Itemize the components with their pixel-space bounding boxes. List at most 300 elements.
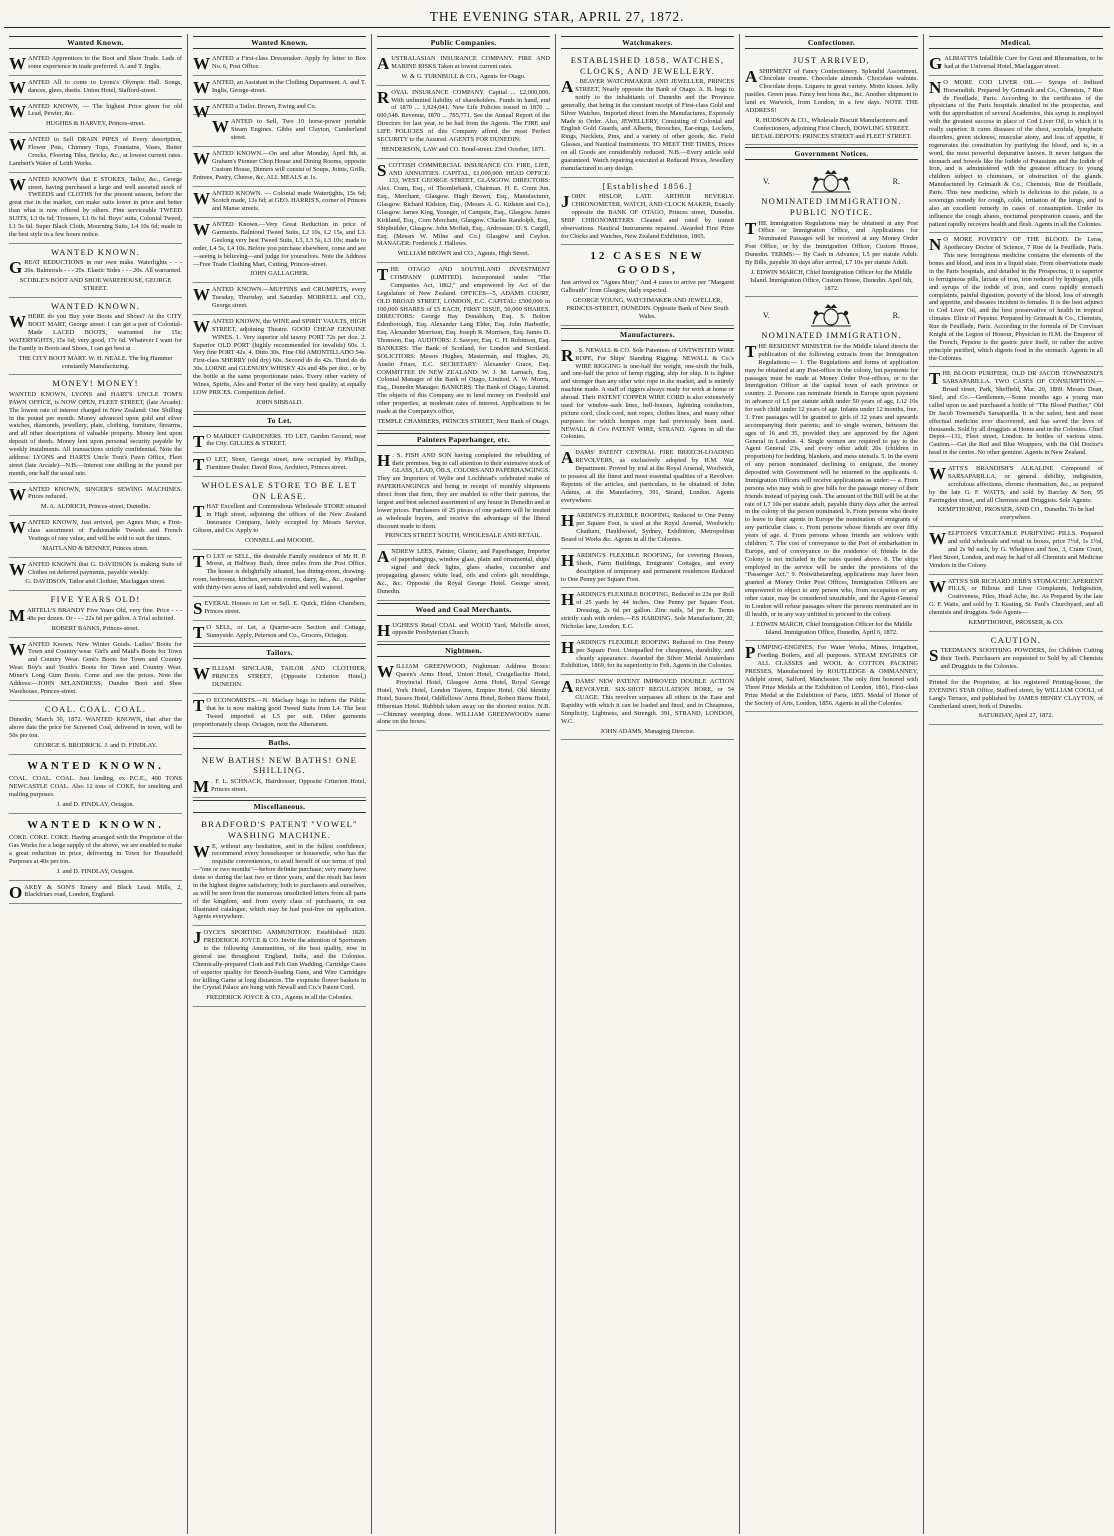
advertisement [377, 660, 550, 731]
drop-initial: W [9, 559, 26, 579]
section-heading: Baths. [193, 736, 366, 749]
ad-body [193, 778, 366, 794]
ad-body [9, 884, 182, 900]
drop-initial: A [561, 77, 574, 97]
drop-initial: W [193, 101, 210, 121]
ad-body [193, 79, 366, 95]
section-heading: To Let. [193, 414, 366, 427]
drop-initial: H [561, 550, 575, 570]
ad-headline: WANTED KNOWN. [50, 300, 141, 311]
drop-initial: T [193, 622, 205, 642]
ad-body [9, 834, 182, 866]
ad-text: . BEAVER WATCHMAKER AND JEWELLER, PRINCES STREET, Nearly opposite the Bank of Otago. A. B. begs to notify to the inhabitants of Dunedin and the Province generally, that being in the constant receipt of First-class Gold and Silver Watches, Imported direct from the Manufactures, Expressly Made to Order. Also, JEWELLERY, Consisting of Colonial and English Gold Guards, and Alberts, Brooches, Ear-rings, Lockets, Rings, Necklets, Pins, and a variety of other goods, &c. Field Glasses, and Nautical Instruments. TO MEET THE TIMES, Prices on all Goods are considerably reduced. N.B.—Every article sold guaranteed. Watch repairing executed at Reduced Prices, Jewellery manufactured to any design. [561, 78, 734, 172]
drop-initial: W [212, 117, 229, 137]
drop-initial: W [9, 312, 26, 332]
drop-initial: R [377, 87, 390, 107]
ad-body [9, 486, 182, 502]
ad-body [929, 79, 1103, 229]
advertisement [193, 597, 366, 621]
advertisement [193, 752, 366, 799]
section-heading: Tailors. [193, 646, 366, 659]
ad-body [929, 647, 1103, 671]
advertisement [561, 675, 734, 740]
ad-body [561, 449, 734, 504]
advertisement [929, 632, 1103, 676]
ad-text: OHN HISLOP, LATE ARTHUR BEVERLY. CHRONOMETER, WATCH, AND CLOCK MAKER, Exactly opposite the BANK OF OTAGO, Princes street, Dunedin. SHIP CHRONOMETERS Cleaned and rated by transit observations. Nautical Instruments repaired. Awarded First Prize for Clocks and Watches, New Zealand Exhibition, 1865. [561, 193, 734, 240]
ad-text: WANTED KNOWN, LYONS and HART'S UNCLE TOM'S PAWN OFFICE, is NOW OPEN, FLEET STREET, (late Arcade). The lowest rate of interest charged in New Zealand: One Shilling in the pound per month. Money advanced upon gold and silver watches, diamonds, jewellery, plate, clothing, furniture, firearms, and all other descriptions of valuable property. Money lent upon deposit of deeds. Money lent upon personal security payable by weekly instalments. All transactions strictly confidential. Note the address: LYONS and HARTS Uncle Tom's Pawn Office, Fleet street (late Arcade)—N.B.—Interest one shilling in the pound per month, one half the usual rate. [9, 390, 182, 477]
crest-row [745, 300, 918, 330]
crest-right: R. [892, 176, 900, 186]
ad-text: O ECONOMISTS.—N. Maclsay begs to inform the Public that he is now making good Tweed Suits from L4. The best Tweed imported at L5 per suit. Other garments proportionately cheap. Octagon, next the Athenæum. [193, 697, 366, 728]
drop-initial: W [193, 841, 210, 861]
ad-body [929, 679, 1103, 711]
ad-text: ILLIAM SINCLAIR, TAILOR AND CLOTHIER, PRINCES STREET, (Opposite Criterion Hotel,) DUNEDIN. [212, 665, 366, 689]
columns-container [4, 34, 1110, 1534]
advertisement [193, 187, 366, 219]
column-5 [740, 34, 924, 1534]
ad-text: O SELL, or Let, a Quarter-acre Section and Cottage, Sunnyside. Apply, Peterson and Co., Grocers, Octagon. [206, 623, 366, 639]
ad-body [929, 236, 1103, 362]
advertisement [745, 52, 918, 145]
advertisement [9, 755, 182, 814]
advertisement [561, 588, 734, 635]
drop-initial: J [561, 192, 570, 212]
ad-headline: WHOLESALE STORE TO BE LET ON LEASE. [201, 480, 358, 501]
ad-text: Printed for the Proprietor, at his registered Printing-house, the EVENING STAR Office, Stafford street, by WILLIAM COOLI, of Lang's Terrace, and published by JAMES HENRY CLAYTON, of Cumberland street, both of Dunedin. [929, 678, 1103, 710]
drop-initial: P [745, 643, 756, 663]
ad-headline: NOMINATED IMMIGRATION. [761, 330, 902, 341]
ad-body [9, 775, 182, 799]
drop-initial: O [9, 882, 23, 902]
ad-body [9, 641, 182, 696]
ad-headline: NEW BATHS! NEW BATHS! ONE SHILLING. [201, 754, 358, 776]
royal-crest-icon [807, 168, 855, 194]
section-heading: Medical. [929, 36, 1103, 49]
drop-initial: T [929, 369, 941, 389]
ad-signature: GEORGE YOUNG, WATCHMAKER AND JEWELLER, PRINCES-STREET, DUNEDIN. Opposite Bank of New South Wales. [566, 297, 729, 320]
drop-initial: W [929, 576, 946, 596]
drop-initial: T [193, 455, 205, 475]
ad-text: COAL. COAL. COAL. Just landing, ex P.C.E., 400 TONS NEWCASTLE COAL. Also 12 tons of COKE, for smelting and malting purposes. [9, 775, 182, 798]
ad-body [561, 512, 734, 544]
ad-body [377, 266, 550, 416]
advertisement [377, 545, 550, 600]
section-heading: Watchmakers. [561, 36, 734, 49]
ad-text: HAT Excellent and Commodious Wholesale STORE situated in High street, adjoining the offices of the New Zealand Insurance Company, lately occupied by Messrs Service, Gibson, and Co. Apply to [193, 503, 366, 534]
advertisement [745, 163, 918, 297]
advertisement [561, 636, 734, 676]
drop-initial: A [561, 448, 574, 468]
ad-body [193, 55, 366, 71]
ad-body [561, 193, 734, 240]
section-heading: Confectioner. [745, 36, 918, 49]
ad-body [745, 220, 918, 267]
advertisement [193, 76, 366, 100]
ad-headline: COAL. COAL. COAL. [44, 703, 147, 714]
ad-body [9, 79, 182, 95]
ad-body [377, 55, 550, 71]
advertisement [9, 881, 182, 905]
advertisement [193, 315, 366, 412]
ad-text: COKE. COKE. COKE. Having arranged with the Proprietor of the Gas Works for a large supply of the above, we are enabled to make a great reduction in price, delivering in Town for Household Purposes at 40s per ton. [9, 834, 182, 865]
ad-body [9, 136, 182, 168]
ad-text: ANTED KNOWN. — Colonial made Watertights, 15s 6d; Scotch made, 13s 6d; at GEO. HARRIS'S, corner of Princes and Manse streets. [212, 189, 366, 213]
drop-initial: H [377, 450, 391, 470]
advertisement [929, 233, 1103, 367]
drop-initial: W [193, 188, 210, 208]
crest-right: R. [892, 310, 900, 320]
advertisement [377, 619, 550, 643]
drop-initial: A [377, 547, 390, 567]
ad-signature: SCOBLE'S BOOT AND SHOE WAREHOUSE, GEORGE STREET. [19, 276, 172, 292]
section-heading: Manufacturers. [561, 328, 734, 341]
advertisement [193, 816, 366, 926]
ad-text: UMPING-ENGINES. For Water Works, Mines, Irrigation, Feeding Boilers, and all purposes. STEAM ENGINES OF ALL CLASSES and WOOL & COTTON PACKING PRESSES, Manufactured by ROUTLEDGE & OMMANNEY, Adelphi street, Salford, Manchester. The only firm honored with Three Prize Medals at the Exhibition of London, 1861, First-class Prize Medal at the Exhibition of Paris, 1855. Medal of Honor of the Society of Arts, London, 1856. Agents in all the Colonies. [745, 644, 918, 707]
ad-text: USTRALASIAN INSURANCE COMPANY. FIRE AND MARINE RISKS Taken at lowest current rates. [391, 55, 550, 70]
drop-initial: J [193, 928, 202, 948]
ad-body [193, 455, 366, 475]
advertisement [9, 638, 182, 701]
drop-initial: H [561, 637, 575, 657]
advertisement [9, 133, 182, 173]
advertisement [193, 115, 366, 147]
advertisement [377, 449, 550, 546]
ad-headline: [Established 1856.] [602, 180, 693, 191]
ad-text: ANTED to Sell DRAIN PIPES of Every description, Flower Pots, Chimney Tops, Fountains, Vases, Butter Crocks, Flooring Tiles, Bricks, &c., at lowest current rates. Lambert's Water of Leith Works. [9, 136, 182, 167]
advertisement [193, 100, 366, 121]
ad-body [9, 391, 182, 478]
crest-left: V. [763, 176, 770, 186]
ad-text: ILLIAM GREENWOOD, Nightman. Address Boxes: Queen's Arms Hotel, Union Hotel, Craigellachie Hotel, Provincial Hotel, Glasgow Arms Hotel, Royal George Hotel, York Hotel, London Tavern, Empire Hotel, Old Identity Hotel, Sussex Hotel, Oddfellows' Arms Hotel, Robert Burns Hotel, Hibernian Hotel. Rubbish taken away on the shortest notice. N.B.—Chimney sweeping done. WILLIAM GREENWOOD's name alone on the boxes. [377, 663, 550, 726]
ad-body [561, 78, 734, 173]
advertisement [193, 283, 366, 315]
advertisement [193, 550, 366, 597]
advertisement [193, 694, 366, 734]
ad-headline: JUST ARRIVED, [792, 55, 871, 65]
ad-signature: R. HUDSON & CO., Wholesale Biscuit Manufacturers and Confectioners, adjoining First Church, DOWLING STREET. RETAIL DEPOTS: PRINCES STREET and FLEET STREET. [751, 116, 912, 140]
ad-body [929, 465, 1103, 504]
ad-signature: WILLIAM BROWN and CO., Agents, High Street. [397, 250, 530, 258]
ad-body [193, 190, 366, 214]
ad-text: . F. L. SCHNACK, Hairdresser, Opposite Criterion Hotel, Princes street. [211, 777, 366, 793]
advertisement [377, 52, 550, 86]
ad-text: ARDING'S FLEXIBLE ROOFING, Reduced to 23s per Roll of 25 yards by 44 inches. One Penny per Square Foot. Dressing, 2s 6d per gallon. Zinc nails, 5d per lb. Terms strictly cash with orders.—ES HARDING. Sole Manufacturer, 20, Nicholas lane, London. E.C. [561, 591, 734, 630]
ad-text: ANTED a First-class Dressmaker. Apply by letter to Box No. 6, Post Office. [212, 55, 366, 70]
ad-body [929, 578, 1103, 617]
ad-body [193, 433, 366, 449]
ad-signature: KEMPTHORNE, PROSSER, AND CO., Dunedin. To be had everywhere. [937, 506, 1095, 522]
advertisement [561, 344, 734, 447]
section-heading: Wood and Coal Merchants. [377, 603, 550, 616]
drop-initial: W [9, 135, 26, 155]
ad-text: ANTED KNOWN that G. DAVIDSON is making Suits of Clothes on deferred payments, payable weekly. [28, 560, 182, 576]
advertisement [193, 147, 366, 187]
ad-text: EVERAL Houses to Let or Sell. E. Quick, Eldon Chambers, Princes street. [204, 599, 366, 615]
section-heading: Painters Paperhanger, etc. [377, 433, 550, 446]
column-4 [556, 34, 740, 1534]
ad-signature: HENDERSON, LAW and CO. Bond-street. 23rd October, 1871. [381, 145, 546, 153]
ad-body [9, 716, 182, 740]
advertisement [193, 453, 366, 477]
ad-signature: JOHN ADAMS, Managing Director. [600, 727, 695, 735]
ad-body [193, 101, 366, 121]
section-heading: Government Notices. [745, 147, 918, 160]
ad-body [929, 530, 1103, 569]
ad-text: ANTED KNOWN.—MUFFINS and CRUMPETS, every Tuesday, Thursday, and Saturday. MORRELL and CO., George street. [212, 286, 366, 309]
ad-text: OYCE'S SPORTING AMMUNITION. Established 1820. FREDERICK JOYCE & CO. Invite the attention of Sportsmen to the following Ammunition, of the best quality, now in general use throughout England, India, and the Colonies. Chemically-prepared Cloth and Felt Gun Wadding, Cartridge Cases of superior quality for Breech-loading Guns, and Wire Cartridges for killing Game at long distances. The exquisite flower baskets in the Crystal Palace are hung with Newall and Co.'s Patent Cord. [193, 929, 366, 992]
drop-initial: W [9, 484, 26, 504]
ad-signature: J. and D. FINDLAY, Octagon. [56, 800, 135, 808]
advertisement [561, 52, 734, 178]
drop-initial: S [193, 598, 203, 618]
ad-text: O MORE POVERTY OF THE BLOOD. Dr Leras, Apothecary Doctor of Science, 7 Rue de la Feuillade, Paris. This new ferruginous medicine contains the elements of the bones and blood, and iron in a liquid state. From observations made in the Paris hospitals, and detailed in the Prospectus, it is superior to ferruginous pills, lactate of iron, iron reduced by hydrogen, pills and syrups of the iodide of iron, and cures rapidly stomach complaints, painful digestion, poverty of the blood, loss of strength and appetite, and diseases incident to females. It is the best adjunct to Cod Liver Oil, and the best preservative of health in tropical climates. Elixir of Pepsine. Prepared by Grimault & Co., Chemists, Rue de Feuillade, Paris. According to the formula of Dr Corvisart Knight of the Legion of Honour, Physician to H.M. the Emperor of the French, Pepsine is the gastric juice itself, or rather the active principle purified, which digests food in the stomach. Agents in all the Colonies. [929, 236, 1103, 362]
ad-body [193, 843, 366, 922]
ad-signature: MAITLAND & BENNET, Princes street. [42, 544, 149, 552]
ad-text: ARDING'S FLEXIBLE ROOFING, for covering Houses, Sheds, Farm Buildings, Emigrants' Cottages, and every description of temporary and permanent residences Reduced to One Penny per Square Foot. [561, 551, 734, 583]
ad-text: ANTED KNOWN, — The highest Price given for old Lead, Pewter, &c. [28, 102, 182, 118]
drop-initial: A [745, 66, 758, 86]
ad-text: ANTED Known.—Very Great Reduction in price of Garments. Balmoral Tweed Suits, L2 10s, L2 15s, and L3. Geelong very best Tweed Suits, L3, L3 5s, L3 10s; made to order, L4 5s, L4 10s. Before you purchase elsewhere, come and see—seeing is believing—and judge for yourselves. Note the Address—Free Trade Clothing Mart, Cutting, Princes-street. [193, 221, 366, 268]
ad-body [561, 552, 734, 584]
ad-body [377, 548, 550, 595]
ad-text: ANTED a Tailor. Brown, Ewing and Co. [212, 102, 317, 110]
ad-signature: SATURDAY, April 27, 1872. [978, 712, 1054, 720]
ad-body [929, 370, 1103, 457]
advertisement [745, 641, 918, 712]
section-heading: Wanted Known. [193, 36, 366, 49]
ad-text: HE OTAGO AND SOUTHLAND INVESTMENT COMPANY (LIMITED). Incorporated under "The Companies Act, 1862," and empowered by Act of the Legislature of New Zealand. OFFICES—5, ADAMS COURT, OLD BROAD STREET, LONDON, E.C. CAPITAL: £500,000 in 100,000 SHARES of £5 EACH, FIRST ISSUE, 50,000 SHARES. DIRECTORS: George Hay Donaldson, Esq. S. Bolton Edenborough, Esq. Alexander Lang Elder, Esq. John Harbottle, Esq. Alexander Morrison, Esq. Joseph R. Morrison, Esq. James D. Thomson, Esq. AUDITORS: J. Sawyer, Esq. C. H. Robinson, Esq. BANKERS: The Bank of Scotland, for London and Scotland. SOLICITORS: Messrs Hughes, Masterman, and Hughes, 26, Austin Friars, E.C. SECRETARY: Alexander Grace, Esq. COMMITTEE IN NEW ZEALAND: W. J. M. Larnach, Esq., Colonial Manager of the Bank of Otago, Limited. A. W. Morris, Esq., Dunedin Manager. BANKERS: The Bank of Otago, Limited. The objects of this Company are to lend money on Freehold and other properties, at moderate rates of interest. Applications to be made at the Company's office, [377, 266, 550, 415]
advertisement [9, 52, 182, 76]
ad-text: ANTED, an Assistant in the Clothing Department. A. and T. Inglis, George-street. [212, 78, 366, 94]
drop-initial: A [377, 54, 390, 73]
ad-text: ANTED KNOWN that E STOKES, Tailor, &c., George street, having purchased a large and well assorted stock of TWEEDS and CLOTHS for the present season, before the great rise in the market, can make suits lower in price and better than what is now offered by others. Fine serviceable TWEED SUITS, L3 0s 6d; Trousers, L1 0s 6d. Boys' suits, Colonial Tweed, L1 5s 6d. Super Black Cloth, Mourning Suits, L4 10s 6d; made in the best style in a few hours notice. [9, 175, 182, 238]
drop-initial: W [193, 77, 210, 97]
ad-headline: NOMINATED IMMIGRATION. PUBLIC NOTICE. [761, 196, 902, 217]
ad-text: ANTED KNOWN.—On and after Monday, April 8th, at Graham's Pioneer Chop House and Dining Rooms, opposite Custom House, Dinners will consist of Soups, Joints, Grills, Entrees, Pastry, Cheese, &c. ALL MEALS at 1s. [193, 150, 366, 181]
ad-body [193, 221, 366, 268]
ad-body [9, 55, 182, 71]
advertisement [929, 462, 1103, 527]
drop-initial: W [193, 664, 210, 684]
ad-body [193, 553, 366, 592]
advertisement [929, 76, 1103, 234]
drop-initial: W [9, 639, 26, 659]
drop-initial: T [193, 502, 205, 522]
ad-body [193, 624, 366, 640]
ad-text: O LET, Store, George street, now occupied by Phillips, Furniture Dealer. David Ross, Architect, Princes street. [206, 456, 366, 472]
ad-display-line: WANTED KNOWN. [27, 759, 164, 772]
ad-text: COTTISH COMMERCIAL INSURANCE CO. FIRE, LIFE, AND ANNUITIES. CAPITAL, £1,000,000. HEAD OFFICE: 133, WEST GEORGE STREET, GLASGOW. DIRECTORS: Alex. Cram, Esq., of Thornliebank, Chairman. H. E. Crum Jun. Esq., Merchant, Glasgow. Hugh Brown, Esq., Manufacturer, Glasgow. Richard Kidston, Esq., (Messrs A. G. Kidston and Co.), Glasgow. James King, Younger, of Campsie, Esq., Glasgow. James Kirkland, Esq., Corn Merchant, Glasgow. Charles Randolph, Esq., Shipbuilder, Glasgow. John Moffatt, Esq., Ardrossan. D. S. Cargill, Esq. (Messrs W. Milne and Co.) Glasgow and Ceylon. MANAGER: Frederick J. Hallows. [377, 161, 550, 248]
ad-text: DAMS' PATENT CENTRAL FIRE BREECH-LOADING REVOLVERS, as exclusively adopted by H.M. War Department. Proved by trial at the Royal Arsenal, Woolwich, to possess all the finest and most essential qualities of a Revolver. Reprints of the articles, and particulars, to be obtained of John Adams, at the Manufactory, 391, Strand, London. Agents everywhere. [561, 449, 734, 504]
ad-signature: KEMPTHORNE, PROSSER, & CO. [968, 618, 1064, 626]
drop-initial: A [561, 677, 574, 697]
ad-signature: W. & G. TURNBULL & CO., Agents for Otago. [401, 72, 526, 80]
royal-crest-icon [807, 302, 855, 328]
advertisement [377, 159, 550, 264]
drop-initial: T [193, 551, 205, 571]
ad-signature: TEMPLE CHAMBERS, PRINCES STREET, Next Bank of Otago. [377, 417, 550, 425]
ad-headline: ESTABLISHED 1858. WATCHES, CLOCKS, AND JEWELLERY. [570, 55, 725, 76]
drop-initial: W [929, 464, 946, 483]
ad-text: E, without any hesitation, and in the fullest confidence, recommend every housekeeper or housewife, who has the requisite conveniences, to avail herself of our terms of trial—"one or two months"—before definite purchase; very many have done so during the last two or three years, and the result has been in the highest degree satisfactory, both to purchasers and ourselves, as will be seen from the numerous unsolicited letters from all parts of the kingdom, and from every class of purchasers, in our illustrated catalogue, which may be had post-free on application. Agents everywhere. [193, 842, 366, 921]
ad-text: ARDING'S FLEXIBLE ROOFING, Reduced to One Penny per Square Foot, is used at the Royal Arsenal, Woolwich; Chatham, Hauldwood, Sydney, Exhibition, Metropolitan Board of Works &c. Agents in all the Colonies. [561, 512, 734, 544]
advertisement [193, 52, 366, 76]
advertisement [9, 298, 182, 376]
section-heading: Nightmen. [377, 644, 550, 657]
drop-initial: S [377, 160, 387, 180]
ad-text: HE Immigration Regulations may be obtained at any Post Office or Immigration Office, and Applications for Nominated Passages will be received at any Money Order Post Office, or by the Immigration Officer, Custom House, Dunedin. TERMS:— By Cash in Advance, L5 per statute Adult. By Bills, payable 30 days after arrival, L7 10s per statute Adult. [745, 219, 918, 266]
advertisement [929, 52, 1103, 76]
ad-text: TEEDMAN'S SOOTHING POWDERS, for Children Cutting their Teeth. Purchasers are requested to Sold by all Chemists and Druggists in the Colonies. [940, 647, 1103, 671]
ad-text: ALBIATTI'S Infallible Cure for Gout and Rheumatism, to be had at the Universal Hotel, Maclaggan street. [944, 55, 1103, 70]
ad-text: OYAL INSURANCE COMPANY. Capital ... £2,000,000. With unlimited liability of shareholders. Funds in hand, end of 1870 ... 1,924,041. New Life Policies issued in 1870 ... 600,548. Revenue, 1870 ... 785,771. See the Annual Report of the Directors for last year, to be had from the Agents. The FIRE and LIFE POLICIES of this Company afford the most Perfect SECURITY to the Assured. AGENTS FOR DUNEDIN: [377, 88, 550, 143]
ad-body [561, 347, 734, 442]
advertisement [377, 86, 550, 159]
ad-body [9, 519, 182, 543]
ad-text: Just arrived ex "Agnes Muir," And 4 cases to arrive per "Margaret Galbraith" from Glasgow, daily expected. [561, 279, 734, 295]
advertisement [929, 575, 1103, 632]
drop-initial: G [929, 54, 943, 73]
ad-text: HE BLOOD PURIFIER, OLD DR JACOB TOWNSEND'S SARSAPARILLA. TWO CASES OF CONSUMPTION.—Broad street, Park, Sheffield, Mar. 20, 1869. Messrs Dean, Steel, and Co.—Gentlemen,—Some months ago a young man called upon us and purchased a bottle of "The Blood Purifier," Old Dr Jacob Townsend's Sarsaparilla. It is the safest, best and most effectual medicine ever discovered, and has saved the lives of thousands. Sold by all druggists at Home and in the Colonies. Chief Depot—131, Fleet street, London. In bottles of various sizes. Caution.—Get the Red and Blue Wrappers, with the Old Doctor's head in the centre. No other genuine. Agents in New Zealand. [929, 370, 1103, 457]
drop-initial: T [745, 342, 757, 361]
ad-text: O MORE COD LIVER OIL.— Syrups of Iodized Horseradish. Prepared by Grimault and Co., Chemists, 7 Rue de Feuillade, Paris. According to the certificates of the physicians of the Paris hospitals detailed in the prospectus, and with the approbation of several Academies, this syrup is employed with the greatest success in place of Cod Liver Oil, to which it is really superior. It cures diseases of the chest, scrofula, lymphatic disorders, green sickness, muscular atony, and loss of appetite, it regenerates the constitution by purifying the blood, and is, in a word, the most powerful depurative known. It never fatigues the stomach and bowels like the Iodide of Potassium and the Iodide of Iron, and is administered with the greatest efficacy to young children subject to chumours, or obstruction of the glands. Manufactured by Grimault & Co., Chemists, Rue de Feuillade, Paris. This new medicine, which is delicious to the palate, is a sovereign remedy for cough, colds, irritation of the lungs, and is also an excellent remedy in cases of consumption. Under its influence the cough abates, nocturnal perspiration ceases, and the patient rapidly recovers health and flesh. Agents in all the Colonies. [929, 78, 1103, 228]
advertisement [561, 509, 734, 549]
ad-text: ANTED Apprentices to the Boot and Shoe Trade. Lads of some experience in trade preferred. A. and T. Inglis. [28, 55, 182, 70]
advertisement [193, 430, 366, 454]
ad-text: ANTED KNOWN, the WINE and SPIRIT VAULTS, HIGH STREET, adjoining Theatre. GOOD CHEAP GENUINE WINES. 1. Very superior old tawny PORT 72s per doz. 2. Superior OLD PORT (highly recommended for invalids) 60s. 3. Very fine PORT 42s. 4. Ditto 30s. Fine Old AMONTILLADO 54s. First-class SHERRY (old dry) 60s. Second do do 42s. Third do do 30s. LORNE and GLENURY WHISKY 42s and 48s per doz., or by the bottle at the same proportionate rates. Every other variety of Wines, Spirits, Ales and Porter of the very best quality, at equally LOW PRICES. Competition defied. [193, 317, 367, 396]
masthead-title: THE EVENING STAR, APRIL 27, 1872. [429, 8, 685, 24]
advertisement [561, 549, 734, 589]
ad-body [193, 600, 366, 616]
ad-body [193, 286, 366, 310]
ad-text: NDREW LEES, Painter, Glazier, and Paperhanger, Importer of paperhangings, window glass, plain and ornamental, ships' signal and deck lights, glass shades, cucumber and propagating glasses; white lead, oils and colors gilt mouldings, &c., &c. Opposite the Royal George Hotel. George street, Dunedin. [377, 548, 550, 595]
drop-initial: W [193, 149, 210, 168]
ad-body [561, 591, 734, 630]
advertisement [9, 591, 182, 637]
drop-initial: W [9, 518, 26, 538]
ad-text: . S. FISH AND SON having completed the rebuilding of their premises, beg to call attention to their extensive stock of GLASS, LEAD, OILS, COLORS AND PAPERHANGINGS. They are Importers of Wylie and Lochhead's celebrated make of PAPERHANGINGS and being in receipt of monthly shipments direct from that firm, they are enabled to offer their patrons, the largest and best selected assortment of any house in Dunedin and at lower prices. Purchasers of 25 pieces of one pattern will be treated as wholesale buyers, and receive the advantage of the liberal discount made to them. [377, 451, 550, 530]
drop-initial: W [193, 316, 210, 336]
drop-initial: W [929, 529, 946, 549]
ad-body [561, 678, 734, 725]
drop-initial: R [561, 345, 574, 365]
ad-body [377, 622, 550, 638]
advertisement [193, 218, 366, 283]
ad-signature: J. and D. FINDLAY, Octagon. [56, 867, 135, 875]
ad-body [377, 89, 550, 144]
advertisement [193, 621, 366, 645]
ad-text: . S. NEWALL & CO. Sole Patentees of UNTWISTED WIRE ROPE, For Ships' Standing Rigging. NEWALL & Co.'s WIRE RIGGING is one-half the weight, one-sixth the bulk, and one-half the price of hemp rigging, ship for ship. It is lighter and stronger than any other wire rope in the market, and is entirely machine made. A staff of riggers always ready for work at home or abroad. Their PATENT COPPER WIRE CORD is also extensively used for window-sash lines, bell-houses, lightning conductors, picture cord, clock cord, tent ropes, clothes lines, and many other purposes for which hempen rope had previously been used. NEWALL & Co's PATENT WIRE, STRAND. Agents in all the Colonies. [561, 346, 734, 441]
drop-initial: T [377, 265, 389, 285]
drop-initial: M [9, 605, 26, 625]
ad-signature: M. A. ALDRICH, Princes-street, Dunedin. [40, 503, 151, 511]
ad-body [9, 313, 182, 352]
ad-text: ATTS'S BRANDISH'S ALKALINE Compound of SARSAPARILLA, or general debility, indigestion, scrofulous affections, chronic rheumatism, &c., as prepared by the late G. F. WATTS, and sold by Barclay & Son, 95 Farringdon street, and all Chemists and Druggists. Sole Agents: [929, 465, 1103, 504]
ad-text: Dunedin, March 30, 1872. WANTED KNOWN, that after the above date the price for Screened Coal, delivered in town, will be 50s per ton. [9, 716, 182, 739]
ad-body [193, 697, 366, 729]
advertisement [9, 814, 182, 881]
drop-initial: W [377, 662, 394, 682]
ad-body [745, 644, 918, 707]
ad-body [745, 68, 918, 115]
drop-initial: T [193, 696, 205, 715]
drop-initial: N [929, 235, 942, 255]
advertisement [929, 367, 1103, 462]
drop-initial: H [377, 620, 391, 640]
ad-text: O MARKET GARDENERS. TO LET, Garden Ground, near the City. GILLIES & STREET. [206, 432, 366, 448]
drop-initial: T [745, 218, 757, 238]
ad-text: ANTED KNOWN, SINGER'S SEWING MACHINES. Prices reduced. [28, 485, 182, 501]
ad-signature: JOHN SIBBALD. [256, 398, 303, 406]
drop-initial: W [9, 174, 26, 194]
crest-left: V. [763, 310, 770, 320]
column-3 [372, 34, 556, 1534]
ad-text: AKEY & SON'S Emery and Black Lead. Mills, 2, Blackfriars road, London, England. [24, 883, 182, 899]
section-heading: Wanted Known. [9, 36, 182, 49]
advertisement [9, 375, 182, 482]
ad-body [193, 118, 366, 142]
ad-text: ATTS'S SIR RICHARD JEBB'S STOMACHIC APERIENT PILLS, or Bilious and Liver Complaints, Indigestion, Costiveness, Piles, Head Ache, &c. As Prepared by the late G. F. Watts, and sold by T. Keating, St. Paul's Churchyard, and all chemists and druggists. Sole Agents— [929, 577, 1103, 616]
drop-initial: S [929, 646, 939, 666]
ad-body [193, 665, 366, 689]
ad-body [561, 639, 734, 671]
ad-body [193, 318, 366, 397]
drop-initial: N [929, 77, 942, 97]
advertisement [561, 245, 734, 325]
ad-body [377, 162, 550, 249]
ad-signature: J. EDWIN MARCH, Chief Immigration Officer for the Middle Island. Immigration Office, Custom House, Dunedin. April 6th, 1872. [750, 268, 913, 292]
advertisement [9, 173, 182, 244]
ad-text: HE RESIDENT MINISTER for the Middle Island directs the publication of the following extracts from the Immigration Regulations:— 1. The Regulations and forms of application may be obtained at any Post-office in the colony, but payments for passages must be made at Money Order Post-offices, or to the Immigration Officer at the capital town of each province or country. 2. Persons can nominate friends in Europe upon payment in advance of L5 per statute adult under 50 years of age, L12 10s for each child under 12 years of age. Infants under 12 months, free. 3. Free passages will be granted to girls of 12 years and upwards accompanying their parents; and to single women, between the ages of 16 and 35, provided they are approved by the Agent General in London. 4. Single women are required to pay to the Agent General 23s, and every other adult 20s (children in proportion) for bedding, blankets, and mess utensils. 5. In the event of any person nominated declining to emigrate, the money deposited with Government will be returned to the applicants. 6. Immigration Officers will receive applications as under:— a. From persons who may wish to give bills for the passage money of their friends instead of paying cash. The amount of the Bill will be at the rate of L7 10s per statute adult, payable thirty days after the arrival in the colony of the person nominated. b. From persons who desire to leave to their agents in Europe the nomination of emigrants of any particular class. c. From persons whose friends are over fifty years of age. d. From persons whose friends are widows with children. 7. The cost of conveyance to the Port of embarkation in Europe, and of conveyance to the residence of friends in the Colony is not included in the rates quoted above. 8. The ships employed in the service will be under the provisions of the "Passenger Act." 9. Notwithstanding applications may have been granted at Money Order Post Offices, Immigration Officers are empowered to object to any person who, from occupation or any other cause, may be considered unsuitable, and the Agent-General in London will refuse passages where the persons nominated are in ill health, or in any way unfitted to proceed to the colony. [745, 343, 918, 618]
ad-headline: WANTED KNOWN. [50, 246, 141, 257]
crest-row [745, 166, 918, 196]
column-2 [188, 34, 372, 1534]
masthead [4, 6, 1110, 28]
advertisement [9, 516, 182, 558]
advertisement [9, 558, 182, 592]
advertisement [9, 244, 182, 298]
ad-signature: G. DAVIDSON, Tailor and Clothier, Maclaggan street. [25, 578, 166, 586]
drop-initial: M [193, 776, 210, 796]
ad-text: DAMS' NEW PATENT IMPROVED DOUBLE ACTION REVOLVER. SIX-SHOT REGULATION BORE, or 54 GUAGE. This revolver surpasses all others in the Ease and Rapidity with which it can be loaded and fired, and in Cheapness, Simplicity, Lightness, and Strength. 391, STRAND, LONDON, W.C. [561, 678, 734, 725]
drop-initial: W [9, 54, 26, 73]
advertisement [561, 446, 734, 509]
ad-display-line: WANTED KNOWN. [27, 818, 164, 831]
ad-text: ANTED Known. New Winter Goods. Ladies' Boots for Town and Country wear. Girl's and Maid's Boots for Town and Country Wear. Gent's Boots for Town and Country Wear. Boy's and Youth's Boots for Town and Country Wear. Miner's Long Gum Boots. Come and see the prices. Note the Address:—JOHN M'LANDRESS, Dundee Boot and Shoe Warehouse, Princes-street. [9, 640, 182, 695]
advertisement [377, 263, 550, 431]
ad-body [9, 607, 182, 623]
advertisement [9, 701, 182, 755]
ad-headline: MONEY! MONEY! [52, 378, 139, 389]
advertisement [193, 662, 366, 694]
ad-signature: FREDERICK JOYCE & CO., Agents in all the Colonies. [206, 994, 353, 1002]
column-1 [4, 34, 188, 1534]
drop-initial: G [9, 258, 23, 278]
advertisement [9, 76, 182, 100]
ad-headline: CAUTION. [990, 634, 1042, 645]
drop-initial: T [193, 431, 205, 451]
ad-body [9, 176, 182, 239]
advertisement [929, 527, 1103, 574]
ad-text: UGHES'S Retail COAL and WOOD Yard, Melville street, opposite Presbyterian Church. [392, 621, 550, 637]
ad-body [377, 663, 550, 726]
ad-signature: THE CITY BOOT MART. W. H. NEALE. The big Hammer constantly Manufacturing. [18, 354, 173, 370]
drop-initial: W [193, 54, 210, 73]
ad-signature: ROBERT BANKS, Princes-street. [51, 624, 140, 632]
advertisement [561, 178, 734, 246]
section-heading: Miscellaneous. [193, 800, 366, 813]
ad-text: ELPTON'S VEGETABLE PURIFYING PILLS. Prepared and sold wholesale and retail in boxes, price 7½d, 1s 1½d, and 2s 9d each, by G. Whelpton and Son, 3, Crane Court, Fleet Street, London, and may be had of all Chemists and Medicine Vendors in the Colony. [929, 530, 1103, 569]
